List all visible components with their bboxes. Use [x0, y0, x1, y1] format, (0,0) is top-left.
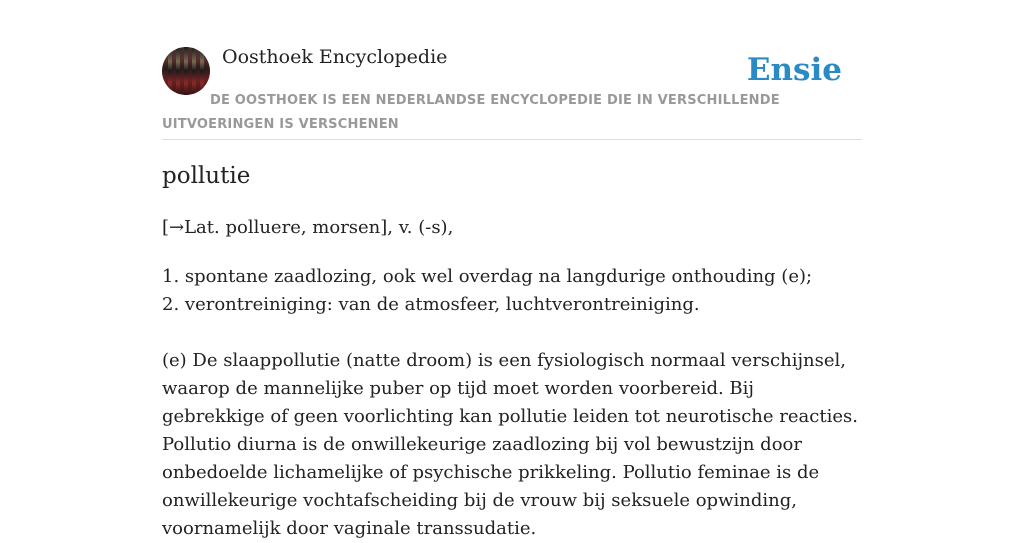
- brand-logo[interactable]: Ensie: [746, 52, 842, 88]
- book-spines-icon[interactable]: [162, 47, 210, 95]
- entry-title: pollutie: [162, 163, 251, 189]
- entry-etymology: [→Lat. polluere, morsen], v. (-s),: [162, 217, 454, 238]
- site-tagline: DE OOSTHOEK IS EEN NEDERLANDSE ENCYCLOPEDIE DIE IN VERSCHILLENDE UITVOERINGEN IS VERSCHENEN: [162, 93, 780, 132]
- definition-list: [162, 263, 812, 319]
- definition-item: 2. verontreiniging: van de atmosfeer, luchtverontreiniging.: [162, 294, 700, 315]
- site-name-link[interactable]: Oosthoek Encyclopedie: [222, 46, 448, 68]
- definition-item: 1. spontane zaadlozing, ook wel overdag na langdurige onthouding (e);: [162, 266, 813, 287]
- entry-body: (e) De slaappollutie (natte droom) is een fysiologisch normaal verschijnsel, waarop de mannelijke puber op tijd moet worden voorbereid. Bij gebrekkige of geen voorlichting kan pollutie leiden tot neurotische reacties. Pollutio diurna is de onwillekeurige zaadlozing bij vol bewustzijn door onbedoelde lichamelijke of psychische prikkeling. Pollutio feminae is de onwillekeurige vochtafscheiding bij de vrouw bij seksuele opwinding, voornamelijk door vaginale transsudatie.: [162, 350, 858, 539]
- page: [162, 0, 862, 539]
- header: [162, 0, 862, 140]
